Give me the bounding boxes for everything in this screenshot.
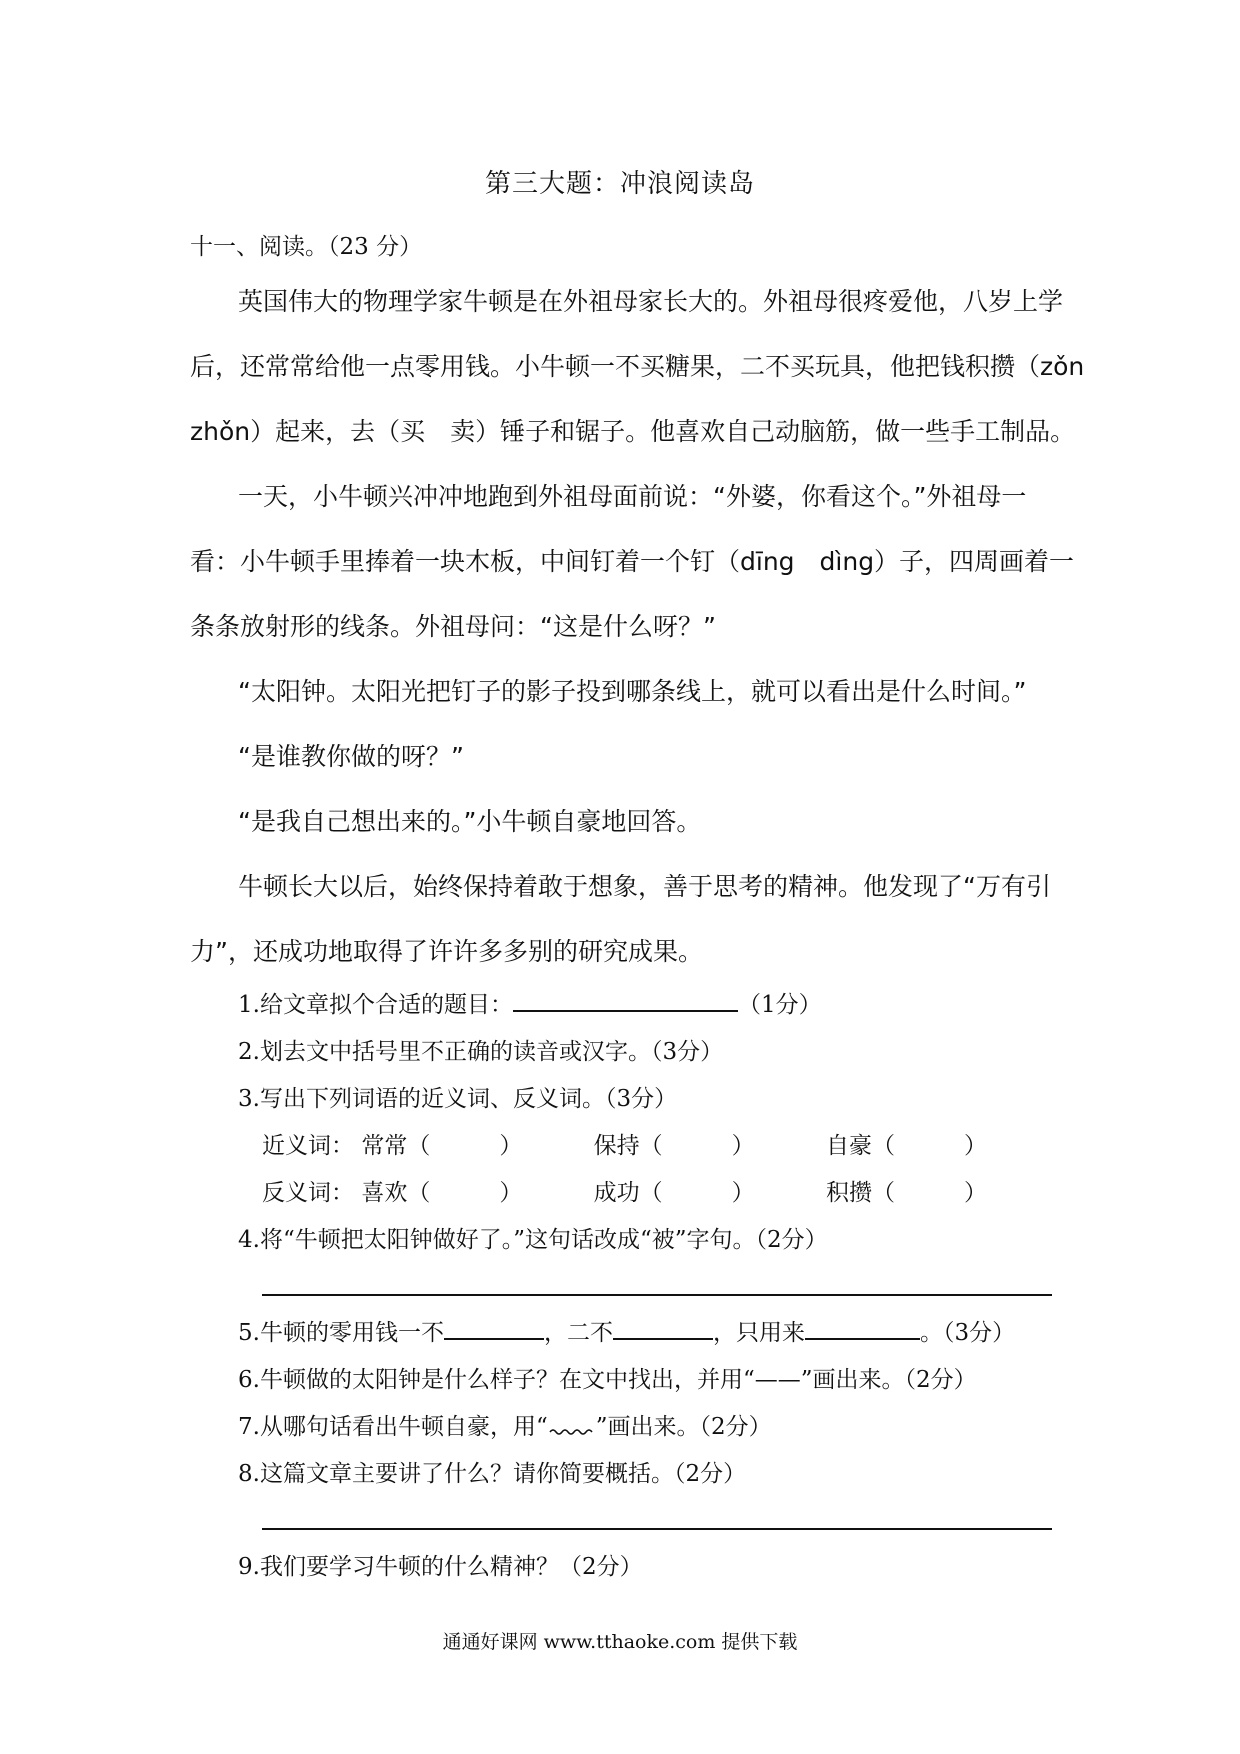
passage-line: 力”，还成功地取得了许许多多别的研究成果。 <box>190 937 703 966</box>
antonym-item[interactable]: 成功（ ） <box>593 1180 755 1206</box>
passage-line: zhǒn）起来，去（买 卖）锤子和锯子。他喜欢自己动脑筋，做一些手工制品。 <box>190 417 1076 446</box>
question-9: 9.我们要学习牛顿的什么精神？（2分） <box>238 1554 643 1580</box>
antonym-row: 反义词： 喜欢（ ） 成功（ ） 积攒（ ） <box>262 1174 987 1207</box>
passage-line: 看：小牛顿手里捧着一块木板，中间钉着一个钉（dīng dìng）子，四周画着一 <box>190 547 1075 576</box>
question-6: 6.牛顿做的太阳钟是什么样子？在文中找出，并用“——”画出来。（2分） <box>238 1367 977 1393</box>
antonym-item[interactable]: 喜欢（ ） <box>361 1180 523 1206</box>
question-1: 1.给文章拟个合适的题目： （1分） <box>238 986 822 1019</box>
synonym-item[interactable]: 保持（ ） <box>593 1133 755 1159</box>
passage-line: 英国伟大的物理学家牛顿是在外祖母家长大的。外祖母很疼爱他，八岁上学 <box>238 287 1064 316</box>
question-5: 5.牛顿的零用钱一不 ，二不 ，只用来 。（3分） <box>238 1314 1015 1347</box>
title-answer-blank[interactable] <box>513 988 738 1012</box>
passage-line: “是我自己想出来的。”小牛顿自豪地回答。 <box>238 807 702 836</box>
answer-line[interactable] <box>262 1528 1052 1530</box>
question-3: 3.写出下列词语的近义词、反义词。（3分） <box>238 1086 678 1112</box>
footer-credit: 通通好课网 www.tthaoke.com 提供下载 <box>442 1631 798 1653</box>
answer-blank[interactable] <box>444 1316 544 1340</box>
synonym-item[interactable]: 常常（ ） <box>361 1133 523 1159</box>
question-4: 4.将“牛顿把太阳钟做好了。”这句话改成“被”字句。（2分） <box>238 1227 828 1253</box>
synonym-row: 近义词： 常常（ ） 保持（ ） 自豪（ ） <box>262 1127 987 1160</box>
passage-line: 一天，小牛顿兴冲冲地跑到外祖母面前说：“外婆，你看这个。”外祖母一 <box>238 482 1027 511</box>
answer-blank[interactable] <box>613 1316 713 1340</box>
question-8: 8.这篇文章主要讲了什么？请你简要概括。（2分） <box>238 1461 747 1487</box>
answer-line[interactable] <box>262 1294 1052 1296</box>
passage-line: “是谁教你做的呀？” <box>238 742 464 771</box>
question-7: 7.从哪句话看出牛顿自豪，用“ ”画出来。（2分） <box>238 1414 772 1440</box>
question-heading: 十一、阅读。（23 分） <box>190 234 423 260</box>
answer-blank[interactable] <box>805 1316 920 1340</box>
passage-line: “太阳钟。太阳光把钉子的影子投到哪条线上，就可以看出是什么时间。” <box>238 677 1027 706</box>
antonym-item[interactable]: 积攒（ ） <box>825 1180 987 1206</box>
section-title: 第三大题：冲浪阅读岛 <box>484 169 755 199</box>
wavy-underline-icon <box>548 1421 596 1435</box>
passage-line: 条条放射形的线条。外祖母问：“这是什么呀？” <box>190 612 716 641</box>
question-2: 2.划去文中括号里不正确的读音或汉字。（3分） <box>238 1039 724 1065</box>
passage-line: 后，还常常给他一点零用钱。小牛顿一不买糖果，二不买玩具，他把钱积攒（zǒn <box>190 352 1085 381</box>
synonym-item[interactable]: 自豪（ ） <box>825 1133 987 1159</box>
passage-line: 牛顿长大以后，始终保持着敢于想象，善于思考的精神。他发现了“万有引 <box>238 872 1051 901</box>
